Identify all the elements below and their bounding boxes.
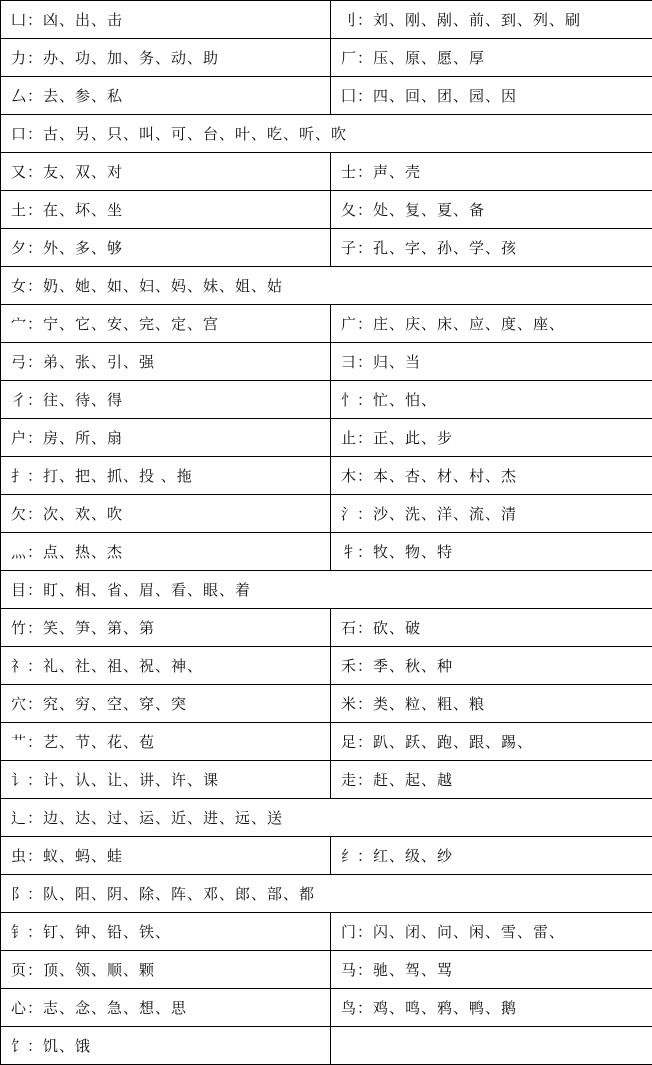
radical-cell-right: 门：闪、闭、问、闲、雪、雷、: [331, 913, 652, 951]
radical-cell-right: 牜：牧、物、特: [331, 533, 652, 571]
table-row: [1, 1027, 652, 1065]
radical-cell-right: 石：砍、破: [331, 609, 652, 647]
radical-cell-right: 刂：刘、刚、剐、前、到、列、刷: [331, 1, 652, 39]
table-row: [1, 951, 652, 989]
radical-cell-left: 扌：打、把、抓、投 、拖: [1, 457, 331, 495]
radical-cell-left: 弓：弟、张、引、强: [1, 343, 331, 381]
radical-cell-right: 足：趴、跃、跑、跟、踢、: [331, 723, 652, 761]
radical-cell-left: 心：志、念、急、想、思: [1, 989, 331, 1027]
radical-cell-left: 饣：饥、饿: [1, 1027, 331, 1065]
table-row: [1, 685, 652, 723]
table-row: [1, 571, 652, 609]
radical-cell-right: 止：正、此、步: [331, 419, 652, 457]
table-row: [1, 381, 652, 419]
radical-cell-left: 又：友、双、对: [1, 153, 331, 191]
table-row: [1, 989, 652, 1027]
radical-cell-full: 目：盯、相、省、眉、看、眼、着: [1, 571, 652, 609]
radical-cell-left: 夕：外、多、够: [1, 229, 331, 267]
radical-cell-left: 凵：凶、出、击: [1, 1, 331, 39]
radical-cell-left: 页：顶、领、顺、颗: [1, 951, 331, 989]
radical-cell-right: 鸟：鸡、鸣、鸦、鸭、鹅: [331, 989, 652, 1027]
radical-cell-right: 士：声、壳: [331, 153, 652, 191]
table-row: [1, 837, 652, 875]
radical-cell-left: 虫：蚁、蚂、蛙: [1, 837, 331, 875]
radical-cell-right: 忄：忙、怕、: [331, 381, 652, 419]
radical-cell-right: [331, 1027, 652, 1065]
table-row: [1, 761, 652, 799]
table-row: [1, 267, 652, 305]
table-row: [1, 153, 652, 191]
table-row: [1, 39, 652, 77]
table-row: [1, 495, 652, 533]
radical-cell-left: 户：房、所、扇: [1, 419, 331, 457]
table-row: [1, 533, 652, 571]
table-row: [1, 191, 652, 229]
radical-cell-right: 彐：归、当: [331, 343, 652, 381]
radical-cell-left: 穴：究、穷、空、穿、突: [1, 685, 331, 723]
radical-cell-right: 广：庄、庆、床、应、度、座、: [331, 305, 652, 343]
radical-cell-left: 彳：往、待、得: [1, 381, 331, 419]
table-row: [1, 875, 652, 913]
radical-table-body: [1, 1, 652, 1065]
radical-cell-right: 米：类、粒、粗、粮: [331, 685, 652, 723]
radical-cell-left: 竹：笑、笋、第、第: [1, 609, 331, 647]
table-row: [1, 343, 652, 381]
radical-cell-left: 力：办、功、加、务、动、助: [1, 39, 331, 77]
table-row: [1, 1, 652, 39]
table-row: [1, 647, 652, 685]
table-row: [1, 609, 652, 647]
radical-cell-right: 走：赶、起、越: [331, 761, 652, 799]
radical-cell-right: 厂：压、原、愿、厚: [331, 39, 652, 77]
table-row: [1, 799, 652, 837]
radical-cell-full: 女：奶、她、如、妇、妈、妹、姐、姑: [1, 267, 652, 305]
radical-cell-right: 马：驰、驾、骂: [331, 951, 652, 989]
radical-cell-left: 宀：宁、它、安、完、定、宫: [1, 305, 331, 343]
radical-cell-full: 辶：边、达、过、运、近、进、远、送: [1, 799, 652, 837]
radical-cell-left: 土：在、坏、坐: [1, 191, 331, 229]
radical-cell-left: 钅：钉、钟、铅、铁、: [1, 913, 331, 951]
radical-cell-right: 夂：处、复、夏、备: [331, 191, 652, 229]
table-row: [1, 457, 652, 495]
radical-cell-left: 厶：去、参、私: [1, 77, 331, 115]
table-row: [1, 305, 652, 343]
table-row: [1, 913, 652, 951]
table-row: [1, 115, 652, 153]
radical-cell-right: 禾：季、秋、种: [331, 647, 652, 685]
radical-cell-left: 艹：艺、节、花、苞: [1, 723, 331, 761]
radical-cell-left: 灬：点、热、杰: [1, 533, 331, 571]
radical-cell-left: 欠：次、欢、吹: [1, 495, 331, 533]
radical-cell-right: 子：孔、字、孙、学、孩: [331, 229, 652, 267]
table-row: [1, 723, 652, 761]
radical-cell-right: 木：本、杏、材、村、杰: [331, 457, 652, 495]
radical-cell-right: 纟：红、级、纱: [331, 837, 652, 875]
radical-cell-left: 讠：计、认、让、讲、许、课: [1, 761, 331, 799]
radical-cell-left: 礻：礼、社、祖、祝、神、: [1, 647, 331, 685]
table-row: [1, 229, 652, 267]
table-row: [1, 419, 652, 457]
radical-cell-right: 囗：四、回、团、园、因: [331, 77, 652, 115]
radical-cell-full: 口：古、另、只、叫、可、台、叶、吃、听、吹: [1, 115, 652, 153]
radical-cell-right: 氵：沙、洗、洋、流、清: [331, 495, 652, 533]
table-row: [1, 77, 652, 115]
radical-cell-full: 阝：队、阳、阴、除、阵、邓、郎、部、都: [1, 875, 652, 913]
